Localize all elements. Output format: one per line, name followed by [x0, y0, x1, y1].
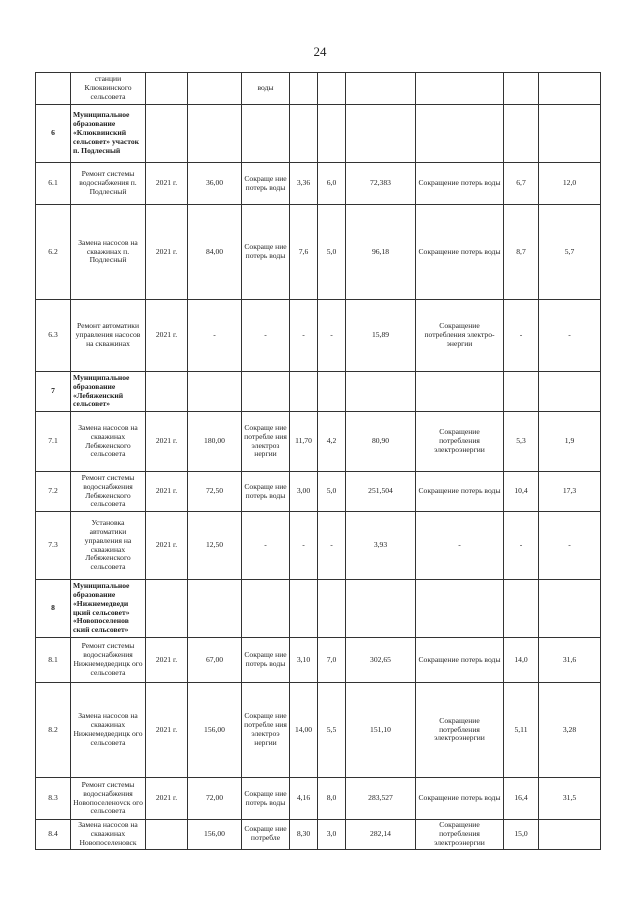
value-6-cell	[318, 73, 346, 105]
year-cell: 2021 г.	[146, 412, 188, 472]
measure-name-cell: Ремонт системы водоснабжения Новопоселенovск ого сельсовета	[71, 778, 146, 820]
table-row	[36, 683, 601, 778]
year-cell	[146, 73, 188, 105]
table-row	[36, 412, 601, 472]
measure-name-cell: Замена насосов на скважинах Лебяженского сельсовета	[71, 412, 146, 472]
cost-cell: 12,50	[188, 512, 242, 580]
value-6-cell: 5,0	[318, 472, 346, 512]
value-7-cell: 72,383	[346, 163, 416, 205]
row-number-cell: 6	[36, 105, 71, 163]
year-cell	[146, 820, 188, 850]
value-6-cell: 4,2	[318, 412, 346, 472]
effect-result-cell: Сокращение потребления электроэнергии	[416, 683, 504, 778]
measure-name-cell: станции Клюквинского сельсовета	[71, 73, 146, 105]
value-7-cell: 282,14	[346, 820, 416, 850]
value-5-cell: 3,36	[290, 163, 318, 205]
table-row	[36, 512, 601, 580]
section-row	[36, 105, 601, 163]
value-6-cell: 6,0	[318, 163, 346, 205]
value-6-cell: 7,0	[318, 638, 346, 683]
value-5-cell: -	[290, 512, 318, 580]
row-number-cell: 7	[36, 372, 71, 412]
cost-cell: 36,00	[188, 163, 242, 205]
row-number-cell: 6.1	[36, 163, 71, 205]
value-6-cell: -	[318, 512, 346, 580]
value-6-cell	[318, 580, 346, 638]
effect-cell: Сокраще ние потерь воды	[242, 638, 290, 683]
cost-cell: 180,00	[188, 412, 242, 472]
value-10-cell: 3,28	[539, 683, 601, 778]
value-9-cell: -	[504, 300, 539, 372]
year-cell: 2021 г.	[146, 683, 188, 778]
effect-result-cell: Сокращение потребления электроэнергии	[416, 820, 504, 850]
value-9-cell	[504, 372, 539, 412]
value-10-cell	[539, 372, 601, 412]
year-cell	[146, 372, 188, 412]
value-6-cell: 5,5	[318, 683, 346, 778]
value-9-cell: 6,7	[504, 163, 539, 205]
row-number-cell: 6.3	[36, 300, 71, 372]
cost-cell: 67,00	[188, 638, 242, 683]
value-10-cell: 5,7	[539, 205, 601, 300]
effect-cell	[242, 372, 290, 412]
table-row	[36, 163, 601, 205]
year-cell: 2021 г.	[146, 512, 188, 580]
value-7-cell: 3,93	[346, 512, 416, 580]
value-7-cell: 15,89	[346, 300, 416, 372]
value-7-cell: 151,10	[346, 683, 416, 778]
value-5-cell: 8,30	[290, 820, 318, 850]
cost-cell: 72,50	[188, 472, 242, 512]
value-5-cell: -	[290, 300, 318, 372]
value-9-cell: 16,4	[504, 778, 539, 820]
page-number: 24	[313, 44, 327, 59]
value-6-cell: 5,0	[318, 205, 346, 300]
effect-result-cell: Сокращение потерь воды	[416, 163, 504, 205]
value-9-cell: -	[504, 512, 539, 580]
row-number-cell: 8	[36, 580, 71, 638]
value-10-cell	[539, 73, 601, 105]
value-9-cell	[504, 580, 539, 638]
effect-result-cell: Сокращение потребления электроэнергии	[416, 412, 504, 472]
measure-name-cell: Ремонт системы водоснабжения Нижнемедведицк ого сельсовета	[71, 638, 146, 683]
value-9-cell: 10,4	[504, 472, 539, 512]
effect-cell: Сокраще ние потерь воды	[242, 205, 290, 300]
effect-cell: Сокраще ние потерь воды	[242, 163, 290, 205]
row-number-cell: 6.2	[36, 205, 71, 300]
value-6-cell	[318, 372, 346, 412]
effect-result-cell	[416, 372, 504, 412]
effect-cell: Сокраще ние потребле ния электроэ нергии	[242, 683, 290, 778]
measure-name-cell: Ремонт системы водоснабжения п. Подлесный	[71, 163, 146, 205]
cost-cell: -	[188, 300, 242, 372]
value-5-cell: 4,16	[290, 778, 318, 820]
cost-cell: 84,00	[188, 205, 242, 300]
effect-cell: воды	[242, 73, 290, 105]
cost-cell	[188, 372, 242, 412]
value-5-cell: 3,00	[290, 472, 318, 512]
measure-name-cell: Установка автоматики управления на скважинах Лебяженского сельсовета	[71, 512, 146, 580]
effect-result-cell	[416, 580, 504, 638]
value-9-cell: 5,11	[504, 683, 539, 778]
value-10-cell: 17,3	[539, 472, 601, 512]
value-10-cell	[539, 580, 601, 638]
section-row	[36, 580, 601, 638]
value-5-cell	[290, 105, 318, 163]
cost-cell: 156,00	[188, 683, 242, 778]
value-6-cell: -	[318, 300, 346, 372]
cost-cell	[188, 580, 242, 638]
value-10-cell: 1,9	[539, 412, 601, 472]
row-number-cell: 7.3	[36, 512, 71, 580]
value-5-cell: 3,10	[290, 638, 318, 683]
cost-cell: 72,00	[188, 778, 242, 820]
row-number-cell: 8.4	[36, 820, 71, 850]
row-number-cell: 8.2	[36, 683, 71, 778]
value-6-cell	[318, 105, 346, 163]
value-10-cell: 31,6	[539, 638, 601, 683]
row-number-cell	[36, 73, 71, 105]
value-9-cell	[504, 105, 539, 163]
effect-result-cell: Сокращение потерь воды	[416, 638, 504, 683]
value-7-cell	[346, 372, 416, 412]
cost-cell: 156,00	[188, 820, 242, 850]
measure-name-cell: Замена насосов на скважинах п. Подлесный	[71, 205, 146, 300]
effect-cell	[242, 105, 290, 163]
value-6-cell: 8,0	[318, 778, 346, 820]
value-5-cell: 7,6	[290, 205, 318, 300]
year-cell: 2021 г.	[146, 300, 188, 372]
value-10-cell: -	[539, 512, 601, 580]
row-number-cell: 7.1	[36, 412, 71, 472]
value-7-cell: 80,90	[346, 412, 416, 472]
value-5-cell: 14,00	[290, 683, 318, 778]
table-row	[36, 820, 601, 850]
value-10-cell	[539, 105, 601, 163]
value-7-cell	[346, 105, 416, 163]
cost-cell	[188, 73, 242, 105]
value-9-cell: 8,7	[504, 205, 539, 300]
table-row	[36, 205, 601, 300]
value-10-cell: 12,0	[539, 163, 601, 205]
year-cell: 2021 г.	[146, 205, 188, 300]
effect-result-cell: Сокращение потерь воды	[416, 778, 504, 820]
effect-result-cell: Сокращение потребления электро-энергии	[416, 300, 504, 372]
effect-cell: Сокраще ние потребле ния электроз нергии	[242, 412, 290, 472]
effect-cell: Сокраще ние потерь воды	[242, 778, 290, 820]
table-row	[36, 300, 601, 372]
year-cell: 2021 г.	[146, 472, 188, 512]
value-5-cell: 11,70	[290, 412, 318, 472]
measure-name-cell: Муниципальное образование «Нижнемедведи цкий сельсовет» «Новопоселенов ский сельсовет»	[71, 580, 146, 638]
table-row	[36, 638, 601, 683]
value-9-cell: 5,3	[504, 412, 539, 472]
year-cell: 2021 г.	[146, 778, 188, 820]
measure-name-cell: Муниципальное образование «Клюквинский сельсовет» участок п. Подлесный	[71, 105, 146, 163]
row-number-cell: 8.3	[36, 778, 71, 820]
value-9-cell: 15,0	[504, 820, 539, 850]
value-7-cell: 283,527	[346, 778, 416, 820]
effect-result-cell: Сокращение потерь воды	[416, 205, 504, 300]
cost-cell	[188, 105, 242, 163]
table-row	[36, 778, 601, 820]
value-5-cell	[290, 73, 318, 105]
year-cell: 2021 г.	[146, 163, 188, 205]
value-7-cell	[346, 580, 416, 638]
value-6-cell: 3,0	[318, 820, 346, 850]
row-number-cell: 7.2	[36, 472, 71, 512]
measures-table	[35, 72, 601, 850]
value-10-cell	[539, 820, 601, 850]
effect-result-cell	[416, 105, 504, 163]
measure-name-cell: Муниципальное образование «Лебяженский сельсовет»	[71, 372, 146, 412]
year-cell	[146, 580, 188, 638]
effect-cell: Сокраще ние потерь воды	[242, 472, 290, 512]
value-9-cell	[504, 73, 539, 105]
value-10-cell: -	[539, 300, 601, 372]
measure-name-cell: Ремонт автоматики управления насосов на скважинах	[71, 300, 146, 372]
section-row	[36, 372, 601, 412]
value-5-cell	[290, 372, 318, 412]
row-number-cell: 8.1	[36, 638, 71, 683]
effect-cell	[242, 580, 290, 638]
value-7-cell	[346, 73, 416, 105]
effect-cell: -	[242, 300, 290, 372]
table-row	[36, 73, 601, 105]
effect-result-cell: Сокращение потерь воды	[416, 472, 504, 512]
value-5-cell	[290, 580, 318, 638]
measure-name-cell: Замена насосов на скважинах Новопоселеновск	[71, 820, 146, 850]
effect-cell: -	[242, 512, 290, 580]
measure-name-cell: Замена насосов на скважинах Нижнемедведицк ого сельсовета	[71, 683, 146, 778]
value-7-cell: 96,18	[346, 205, 416, 300]
value-10-cell: 31,5	[539, 778, 601, 820]
value-9-cell: 14,0	[504, 638, 539, 683]
table-row	[36, 472, 601, 512]
measure-name-cell: Ремонт системы водоснабжения Лебяженского сельсовета	[71, 472, 146, 512]
value-7-cell: 302,65	[346, 638, 416, 683]
effect-result-cell: -	[416, 512, 504, 580]
effect-cell: Сокраще ние потребле	[242, 820, 290, 850]
effect-result-cell	[416, 73, 504, 105]
year-cell: 2021 г.	[146, 638, 188, 683]
year-cell	[146, 105, 188, 163]
value-7-cell: 251,504	[346, 472, 416, 512]
